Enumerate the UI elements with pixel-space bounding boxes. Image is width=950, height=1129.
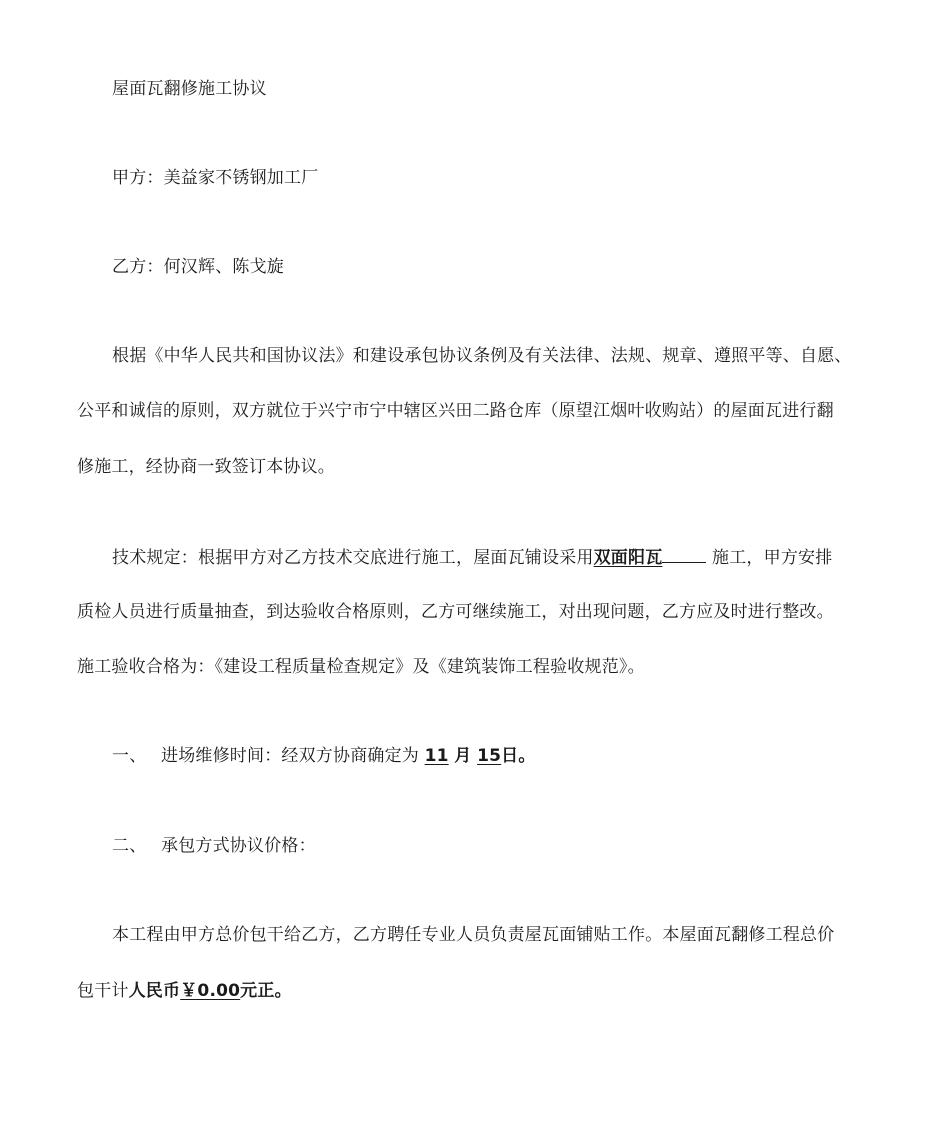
- intro-line-1: 根据《中华人民共和国协议法》和建设承包协议条例及有关法律、法规、规章、遵照平等、自愿、: [112, 346, 852, 366]
- party-b-line: 乙方：何汉辉、陈戈旋: [112, 257, 284, 277]
- price-currency-label: 人民币: [128, 981, 181, 1001]
- tech-material: 双面阳瓦: [593, 548, 663, 568]
- entry-day: 15: [477, 746, 502, 766]
- section-2-number: 二、: [112, 836, 147, 856]
- section-1-number: 一、: [112, 746, 147, 766]
- intro-line-3: 修施工，经协商一致签订本协议。: [77, 457, 335, 477]
- price-amount: ￥0.00: [180, 981, 241, 1001]
- entry-month-unit: 月: [454, 746, 472, 766]
- document-title: 屋面瓦翻修施工协议: [112, 79, 267, 99]
- section-2-text: 承包方式协议价格：: [161, 836, 316, 856]
- tech-suffix: 施工，甲方安排: [712, 548, 833, 568]
- price-prefix: 包干计: [77, 981, 129, 1001]
- tech-line-3: 施工验收合格为：《建设工程质量检查规定》及《建筑装饰工程验收规范》。: [77, 657, 645, 677]
- price-suffix: 元正。: [240, 981, 292, 1001]
- party-a-line: 甲方：美益家不锈钢加工厂: [112, 168, 319, 188]
- tech-material-blank: [662, 544, 706, 563]
- intro-line-2: 公平和诚信的原则，双方就位于兴宁市宁中辖区兴田二路仓库（原望江烟叶收购站）的屋面瓦进行翻: [77, 401, 834, 421]
- tech-prefix: 技术规定：根据甲方对乙方技术交底进行施工，屋面瓦铺设采用: [112, 548, 594, 568]
- tech-line-2: 质检人员进行质量抽查，到达验收合格原则，乙方可继续施工，对出现问题，乙方应及时进行整改。: [77, 602, 834, 622]
- entry-day-unit: 日。: [501, 746, 536, 766]
- section-1-prefix: 进场维修时间：经双方协商确定为: [161, 746, 419, 766]
- entry-month: 11: [424, 746, 449, 766]
- tech-line-1: [112, 544, 832, 570]
- price-line-1: 本工程由甲方总价包干给乙方，乙方聘任专业人员负责屋瓦面铺贴工作。本屋面瓦翻修工程总价: [112, 925, 835, 945]
- price-line-2: [77, 979, 292, 1003]
- section-1-text: [161, 744, 536, 768]
